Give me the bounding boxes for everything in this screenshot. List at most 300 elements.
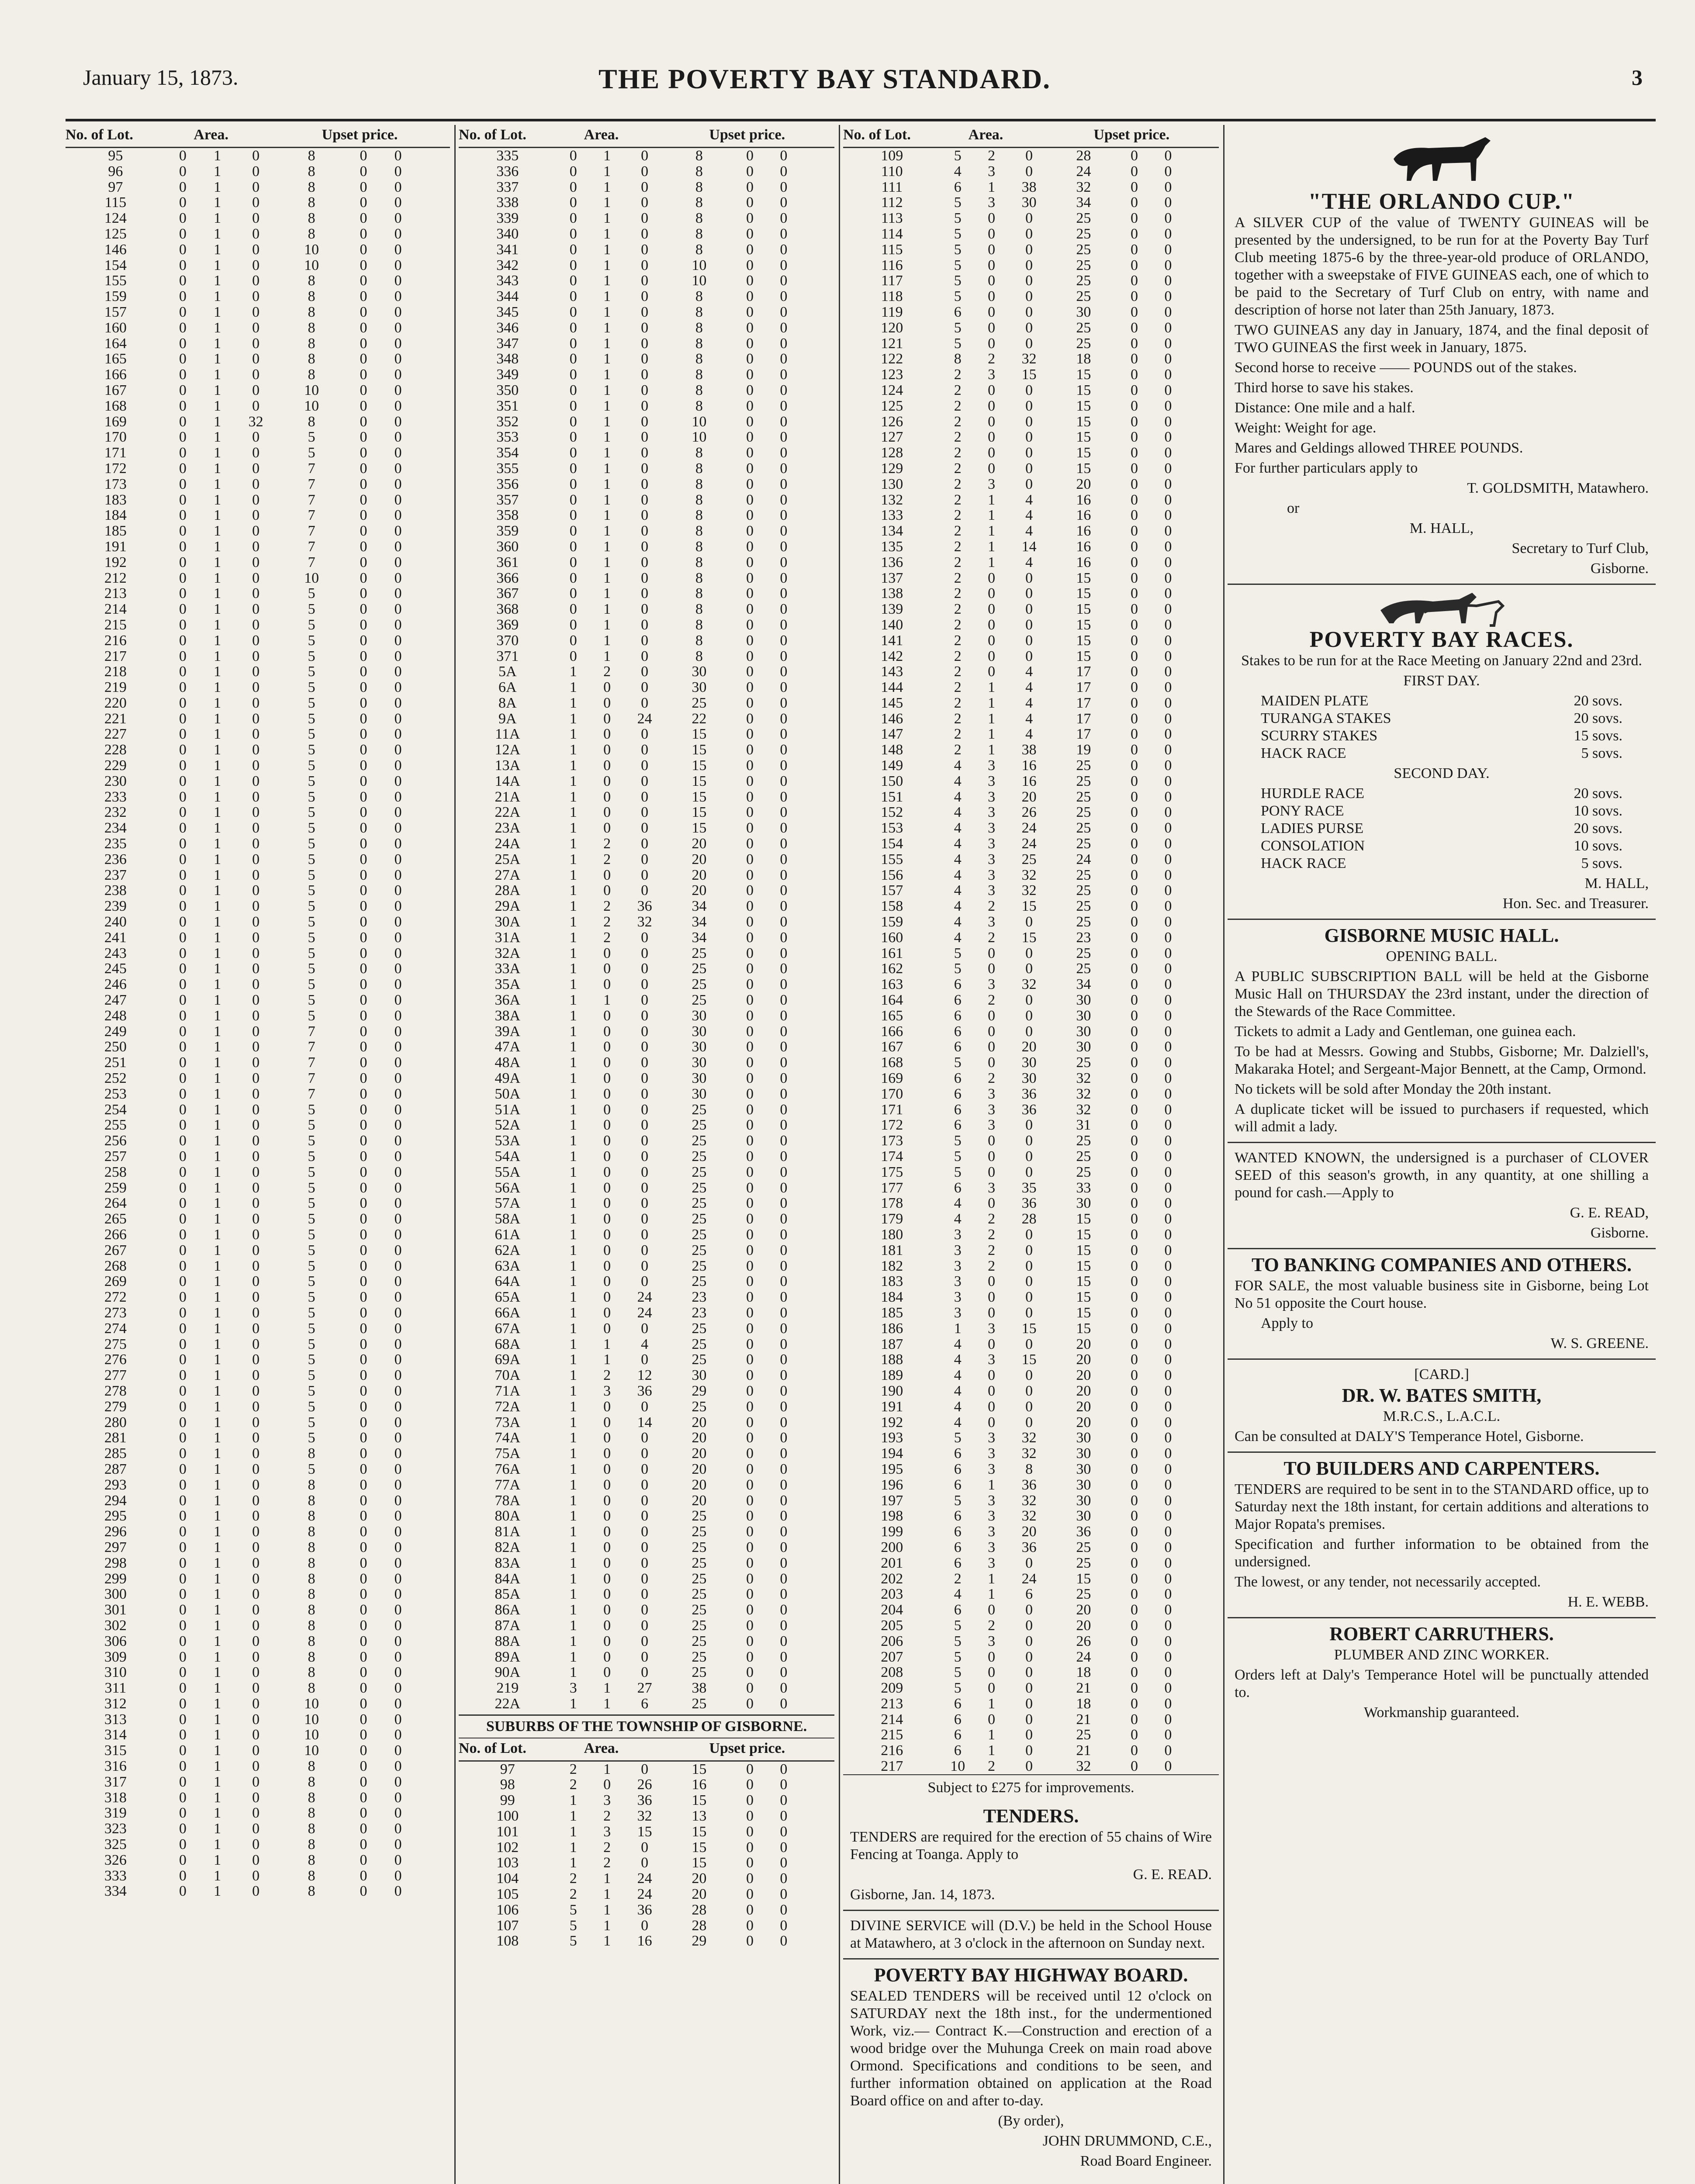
- lot-value: 5: [954, 257, 962, 273]
- lot-value: 1: [569, 1351, 577, 1368]
- lot-value: 0: [1130, 1070, 1138, 1087]
- lot-value: 24: [1021, 820, 1037, 836]
- lot-value: 5: [954, 1648, 962, 1665]
- lot-value: 5: [954, 225, 962, 242]
- lot-value: 1: [214, 773, 221, 789]
- lot-value: 0: [360, 1430, 367, 1446]
- lot-value: 0: [394, 1320, 402, 1337]
- lot-value: 6: [641, 1695, 649, 1712]
- lot-number: 102: [496, 1839, 519, 1856]
- lot-value: 0: [1164, 1508, 1172, 1524]
- lot-number: 301: [104, 1602, 127, 1618]
- lot-row: [66, 148, 450, 164]
- lot-value: 2: [988, 1258, 996, 1274]
- lot-row: [843, 304, 1219, 320]
- lot-row: [843, 977, 1219, 992]
- lot-value: 7: [308, 1070, 315, 1087]
- lot-value: 36: [1021, 1195, 1037, 1212]
- lot-value: 0: [179, 1524, 187, 1540]
- lot-value: 1: [988, 695, 996, 711]
- lot-value: 0: [988, 632, 996, 649]
- lot-row: [843, 961, 1219, 977]
- lot-row: [459, 1337, 834, 1352]
- lot-row: [843, 617, 1219, 633]
- lot-number: 280: [104, 1414, 127, 1431]
- lot-value: 0: [252, 1742, 260, 1759]
- lot-value: 0: [394, 1883, 402, 1900]
- races-role: Hon. Sec. and Treasurer.: [1502, 895, 1649, 912]
- lot-value: 0: [780, 241, 788, 258]
- lot-value: 15: [692, 1855, 707, 1871]
- lot-value: 0: [988, 1711, 996, 1728]
- lot-number: 279: [104, 1398, 127, 1415]
- lot-value: 0: [1164, 1648, 1172, 1665]
- lot-value: 0: [252, 726, 260, 743]
- lot-value: 6: [954, 1101, 962, 1118]
- lot-value: 0: [252, 1602, 260, 1618]
- lot-value: 2: [954, 460, 962, 477]
- lot-value: 1: [603, 616, 611, 633]
- lot-value: 0: [1130, 288, 1138, 305]
- lot-value: 20: [692, 867, 707, 883]
- lot-value: 26: [637, 1776, 652, 1793]
- lot-value: 0: [360, 397, 367, 414]
- lot-number: 199: [881, 1524, 903, 1540]
- lot-value: 0: [252, 788, 260, 805]
- lot-value: 0: [179, 992, 187, 1009]
- lot-value: 1: [569, 1586, 577, 1603]
- lot-value: 0: [641, 679, 649, 696]
- lot-value: 0: [1164, 1039, 1172, 1055]
- lot-value: 0: [252, 695, 260, 711]
- lot-value: 0: [569, 429, 577, 446]
- lot-row: [66, 429, 450, 445]
- lot-value: 0: [1164, 976, 1172, 993]
- lot-row: [843, 164, 1219, 180]
- lot-value: 27: [637, 1680, 652, 1697]
- lot-value: 0: [179, 1351, 187, 1368]
- lot-value: 1: [214, 554, 221, 570]
- lot-value: 32: [248, 413, 263, 430]
- lot-value: 0: [252, 476, 260, 492]
- lot-value: 1: [214, 304, 221, 320]
- lot-value: 0: [746, 1430, 754, 1446]
- lot-value: 0: [988, 288, 996, 305]
- lot-row: [66, 1837, 450, 1852]
- lot-value: 0: [603, 976, 611, 993]
- lot-value: 0: [746, 898, 754, 915]
- lot-value: 1: [214, 961, 221, 977]
- lot-value: 0: [1164, 1367, 1172, 1384]
- lot-value: 0: [179, 742, 187, 758]
- lot-value: 1: [214, 632, 221, 649]
- lot-value: 0: [360, 538, 367, 555]
- lot-value: 1: [214, 257, 221, 273]
- lot-value: 0: [252, 397, 260, 414]
- lot-value: 8: [308, 225, 315, 242]
- lot-value: 0: [252, 914, 260, 930]
- lot-value: 7: [308, 1085, 315, 1102]
- lot-value: 0: [746, 1382, 754, 1399]
- lot-number: 127: [881, 429, 903, 446]
- lot-value: 8: [308, 366, 315, 383]
- lot-value: 0: [179, 1773, 187, 1790]
- lot-value: 0: [1130, 1148, 1138, 1165]
- lot-number: 160: [104, 319, 127, 336]
- lot-number: 5A: [498, 663, 517, 680]
- lot-value: 0: [394, 1789, 402, 1806]
- lot-value: 24: [637, 1870, 652, 1887]
- lot-value: 0: [394, 382, 402, 398]
- lot-value: 0: [179, 397, 187, 414]
- lot-value: 0: [746, 1258, 754, 1274]
- lot-value: 2: [603, 914, 611, 930]
- lot-value: 1: [214, 726, 221, 743]
- lot-value: 0: [394, 1351, 402, 1368]
- lot-value: 0: [1164, 1524, 1172, 1540]
- lot-value: 0: [641, 1539, 649, 1555]
- lot-value: 24: [1021, 1570, 1037, 1587]
- lot-number: 86A: [495, 1602, 521, 1618]
- lot-value: 15: [1076, 1320, 1091, 1337]
- lot-value: 0: [641, 1855, 649, 1871]
- lot-value: 0: [360, 1179, 367, 1196]
- lot-value: 0: [780, 851, 788, 867]
- lot-value: 0: [780, 288, 788, 305]
- lot-value: 3: [569, 1680, 577, 1697]
- lot-value: 20: [692, 836, 707, 852]
- lot-value: 25: [1076, 1148, 1091, 1165]
- lot-row: [843, 1368, 1219, 1383]
- lot-value: 0: [641, 851, 649, 867]
- lot-value: 0: [603, 726, 611, 743]
- lot-value: 1: [214, 788, 221, 805]
- lot-value: 25: [1076, 225, 1091, 242]
- lot-value: 0: [394, 163, 402, 180]
- lot-value: 0: [988, 413, 996, 430]
- lot-value: 5: [308, 804, 315, 821]
- lot-value: 1: [569, 1398, 577, 1415]
- lot-value: 38: [1021, 742, 1037, 758]
- lot-value: 0: [780, 1101, 788, 1118]
- lot-row: [459, 1415, 834, 1431]
- lot-value: 10: [304, 382, 319, 398]
- lot-row: [459, 1399, 834, 1415]
- lot-value: 1: [569, 1808, 577, 1825]
- lot-value: 31: [1076, 1117, 1091, 1133]
- lot-value: 2: [954, 429, 962, 446]
- lot-value: 0: [360, 1727, 367, 1743]
- lot-value: 8: [308, 304, 315, 320]
- lot-value: 32: [1076, 1758, 1091, 1775]
- lot-value: 0: [641, 929, 649, 946]
- lot-value: 0: [569, 538, 577, 555]
- lot-value: 0: [641, 648, 649, 664]
- lot-row: [66, 1117, 450, 1133]
- lot-row: [66, 1024, 450, 1040]
- lot-number: 157: [881, 882, 903, 899]
- lot-value: 0: [252, 1179, 260, 1196]
- lot-value: 1: [214, 1524, 221, 1540]
- lot-number: 155: [881, 851, 903, 867]
- lot-value: 0: [394, 788, 402, 805]
- lot-value: 1: [569, 1664, 577, 1681]
- lot-value: 0: [252, 1664, 260, 1681]
- lot-number: 306: [104, 1633, 127, 1649]
- lot-row: [459, 1933, 834, 1949]
- lot-value: 0: [360, 507, 367, 524]
- lot-value: 25: [1076, 867, 1091, 883]
- lot-value: 0: [394, 1179, 402, 1196]
- lot-value: 0: [746, 1808, 754, 1825]
- lot-value: 8: [308, 288, 315, 305]
- lot-value: 25: [692, 1273, 707, 1290]
- lot-value: 5: [954, 1492, 962, 1509]
- lot-value: 0: [1130, 1602, 1138, 1618]
- lot-number: 336: [496, 163, 519, 180]
- lot-value: 0: [179, 1461, 187, 1477]
- lot-row: [459, 1808, 834, 1824]
- race-name: MAIDEN PLATE: [1261, 693, 1369, 709]
- lot-row: [459, 336, 834, 352]
- lot-number: 126: [881, 413, 903, 430]
- lot-value: 0: [780, 757, 788, 774]
- lot-value: 0: [394, 632, 402, 649]
- lot-row: [843, 461, 1219, 477]
- lot-value: 4: [954, 836, 962, 852]
- lot-value: 0: [988, 570, 996, 586]
- lot-row: [66, 1274, 450, 1289]
- lot-value: 8: [695, 351, 703, 367]
- lot-value: 0: [360, 1555, 367, 1571]
- lot-row: [843, 867, 1219, 883]
- lot-value: 0: [641, 507, 649, 524]
- lot-value: 0: [780, 663, 788, 680]
- lot-value: 1: [603, 288, 611, 305]
- lot-row: [66, 1446, 450, 1462]
- lot-number: 54A: [495, 1148, 521, 1165]
- lot-value: 1: [214, 319, 221, 336]
- lot-value: 0: [1130, 1226, 1138, 1243]
- lot-row: [843, 398, 1219, 414]
- lot-value: 0: [641, 1586, 649, 1603]
- lot-value: 1: [569, 726, 577, 743]
- lot-row: [66, 1102, 450, 1118]
- lot-row: [843, 539, 1219, 555]
- lot-value: 0: [746, 1398, 754, 1415]
- lot-row: [66, 226, 450, 242]
- first-day-list: [1235, 692, 1649, 762]
- lot-value: 0: [641, 961, 649, 977]
- second-day-list: [1235, 785, 1649, 872]
- lot-number: 312: [104, 1695, 127, 1712]
- lot-row: [459, 211, 834, 226]
- lot-value: 0: [603, 961, 611, 977]
- lot-value: 1: [988, 179, 996, 195]
- lot-value: 0: [252, 1617, 260, 1634]
- lot-number: 72A: [495, 1398, 521, 1415]
- lot-value: 0: [1025, 1304, 1033, 1321]
- lot-number: 168: [104, 397, 127, 414]
- lot-value: 0: [988, 335, 996, 352]
- lot-row: [459, 680, 834, 695]
- lot-value: 0: [641, 773, 649, 789]
- lot-value: 0: [1164, 319, 1172, 336]
- lot-value: 0: [641, 1242, 649, 1258]
- lot-value: 0: [780, 1524, 788, 1540]
- lot-value: 0: [1164, 1336, 1172, 1352]
- lot-value: 1: [603, 1917, 611, 1934]
- lot-row: [66, 1227, 450, 1243]
- lot-row: [459, 1824, 834, 1840]
- lot-value: 0: [1164, 695, 1172, 711]
- lot-value: 0: [252, 1524, 260, 1540]
- lot-value: 0: [360, 304, 367, 320]
- lot-value: 0: [394, 460, 402, 477]
- lot-value: 25: [1076, 335, 1091, 352]
- lot-value: 20: [1021, 1039, 1037, 1055]
- lot-value: 25: [1076, 1133, 1091, 1149]
- lot-row: [843, 774, 1219, 789]
- lot-value: 8: [308, 273, 315, 289]
- lot-value: 20: [1076, 1351, 1091, 1368]
- lot-number: 352: [496, 413, 519, 430]
- lot-number: 318: [104, 1789, 127, 1806]
- lot-row: [66, 289, 450, 304]
- lot-row: [843, 1477, 1219, 1493]
- lot-value: 0: [569, 585, 577, 602]
- lot-value: 5: [954, 335, 962, 352]
- lot-value: 0: [1164, 648, 1172, 664]
- lot-value: 1: [569, 1633, 577, 1649]
- lot-number: 146: [881, 710, 903, 727]
- lot-value: 30: [1021, 1070, 1037, 1087]
- lot-value: 1: [569, 945, 577, 961]
- orlando-cup-ad: [1228, 125, 1656, 585]
- race-prize: 10 sovs.: [1574, 838, 1622, 854]
- lot-value: 0: [394, 1039, 402, 1055]
- race-entry: [1235, 837, 1649, 855]
- lot-value: 0: [252, 1789, 260, 1806]
- lot-row: [66, 445, 450, 461]
- lot-value: 0: [360, 366, 367, 383]
- lot-number: 109: [881, 148, 903, 164]
- lot-row: [459, 1446, 834, 1462]
- lot-value: 0: [746, 1839, 754, 1856]
- lot-value: 1: [603, 523, 611, 539]
- lot-value: 0: [1164, 1382, 1172, 1399]
- lot-value: 0: [360, 1492, 367, 1509]
- lot-value: 0: [360, 1664, 367, 1681]
- lot-row: [66, 1774, 450, 1790]
- lot-value: 1: [569, 836, 577, 852]
- lot-value: 1: [214, 179, 221, 195]
- lot-value: 0: [1164, 1179, 1172, 1196]
- lot-value: 0: [1025, 225, 1033, 242]
- lot-value: 2: [988, 1242, 996, 1258]
- lot-value: 0: [1130, 523, 1138, 539]
- lot-row: [843, 367, 1219, 383]
- lot-value: 4: [1025, 523, 1033, 539]
- lot-value: 0: [360, 1382, 367, 1399]
- lot-value: 1: [214, 1727, 221, 1743]
- lot-value: 0: [360, 491, 367, 508]
- lot-value: 0: [179, 1758, 187, 1775]
- lot-value: 0: [360, 1476, 367, 1493]
- lot-value: 0: [360, 523, 367, 539]
- builders-p3: The lowest, or any tender, not necessarily accepted.: [1235, 1574, 1541, 1590]
- lot-row: [843, 805, 1219, 820]
- lot-value: 0: [780, 1539, 788, 1555]
- lot-row: [66, 649, 450, 664]
- lot-value: 0: [641, 445, 649, 461]
- lot-value: 0: [641, 945, 649, 961]
- lot-value: 0: [1130, 1445, 1138, 1462]
- lot-value: 0: [1164, 1148, 1172, 1165]
- lot-value: 30: [692, 663, 707, 680]
- lot-number: 258: [104, 1164, 127, 1180]
- lot-value: 1: [214, 1039, 221, 1055]
- lot-value: 0: [641, 663, 649, 680]
- lot-value: 0: [988, 1336, 996, 1352]
- lot-number: 310: [104, 1664, 127, 1681]
- lot-value: 8: [308, 1664, 315, 1681]
- lot-value: 0: [179, 695, 187, 711]
- lot-number: 14A: [495, 773, 521, 789]
- lot-value: 2: [603, 1367, 611, 1384]
- lot-value: 0: [746, 1320, 754, 1337]
- lot-value: 0: [179, 491, 187, 508]
- lot-value: 0: [603, 742, 611, 758]
- lot-value: 0: [780, 929, 788, 946]
- lot-value: 1: [214, 1445, 221, 1462]
- lot-number: 253: [104, 1085, 127, 1102]
- lot-value: 5: [308, 1367, 315, 1384]
- lot-value: 6: [954, 1117, 962, 1133]
- lot-value: 25: [692, 1242, 707, 1258]
- lot-value: 2: [603, 663, 611, 680]
- lot-value: 1: [214, 382, 221, 398]
- lot-value: 0: [746, 538, 754, 555]
- lot-row: [459, 1430, 834, 1446]
- lot-value: 1: [214, 148, 221, 164]
- lot-row: [843, 1337, 1219, 1352]
- lot-number: 309: [104, 1648, 127, 1665]
- lot-number: 144: [881, 679, 903, 696]
- lot-value: 2: [988, 1226, 996, 1243]
- lot-value: 0: [1164, 335, 1172, 352]
- lot-number: 371: [496, 648, 519, 664]
- lot-value: 5: [308, 726, 315, 743]
- lot-value: 1: [214, 225, 221, 242]
- lot-value: 0: [1164, 413, 1172, 430]
- lot-number: 98: [500, 1776, 515, 1793]
- lot-value: 3: [988, 1117, 996, 1133]
- lot-value: 1: [569, 1258, 577, 1274]
- lot-value: 0: [252, 773, 260, 789]
- lot-row: [66, 336, 450, 352]
- lot-value: 0: [641, 194, 649, 211]
- lot-value: 0: [1130, 148, 1138, 164]
- lot-value: 0: [394, 1164, 402, 1180]
- lot-value: 0: [179, 570, 187, 586]
- lot-value: 0: [1025, 382, 1033, 398]
- lot-value: 22: [692, 710, 707, 727]
- lot-value: 0: [603, 1007, 611, 1024]
- lot-value: 25: [1076, 882, 1091, 899]
- lot-value: 1: [569, 1070, 577, 1087]
- lot-value: 0: [1130, 1211, 1138, 1227]
